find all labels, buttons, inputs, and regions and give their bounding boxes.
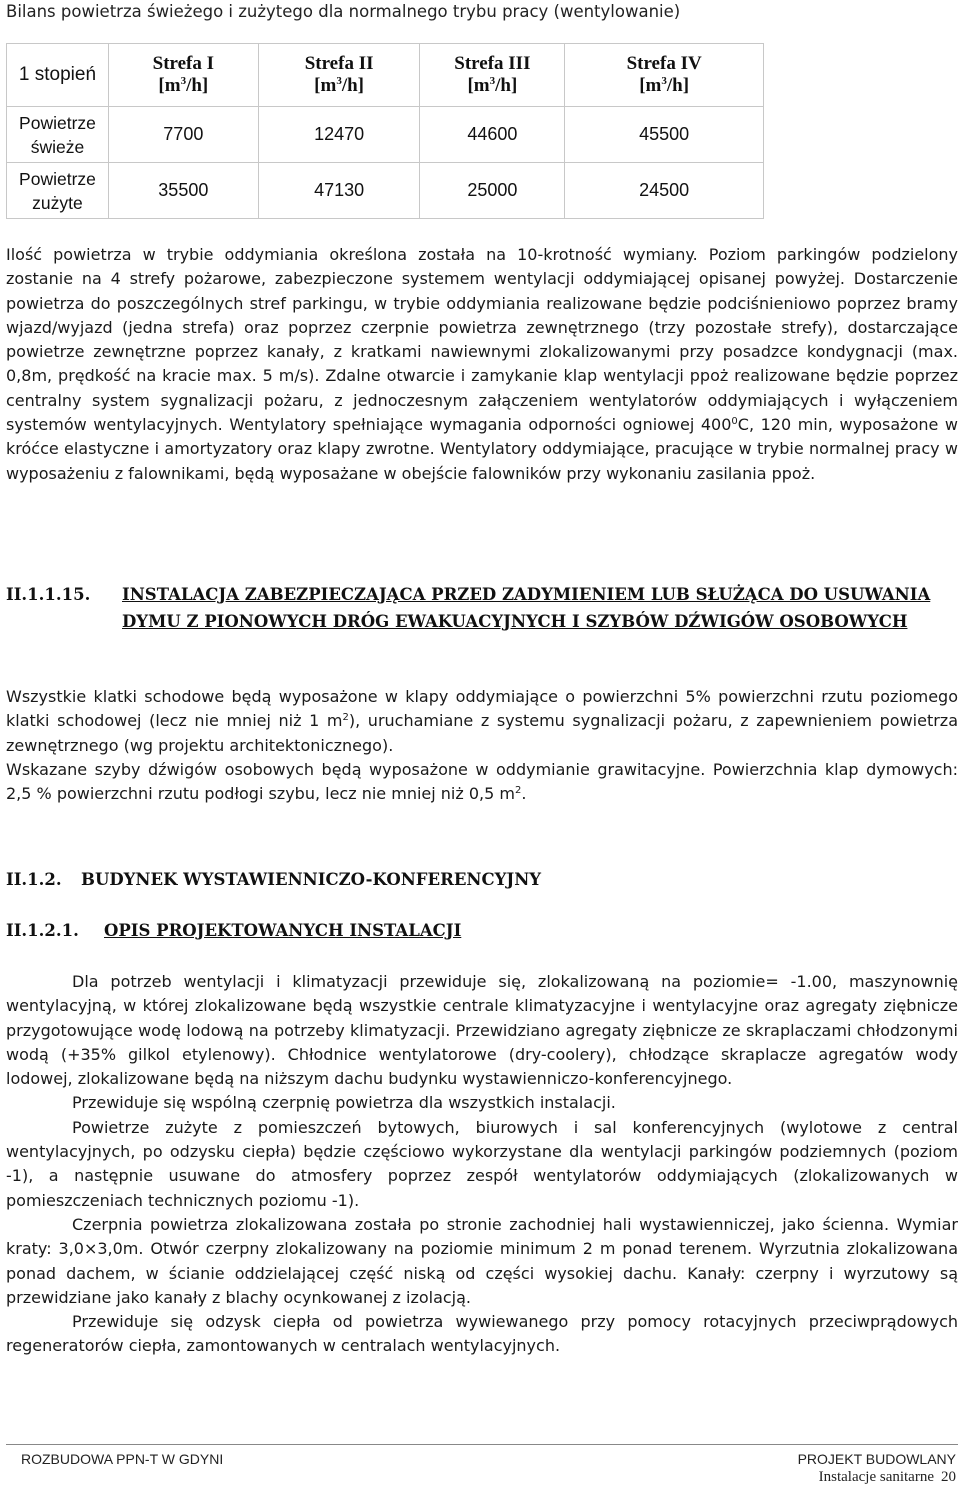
zone-name: Strefa IV [626,53,702,74]
table-cell: 25000 [420,163,565,219]
footer-section: Instalacje sanitarne [818,1469,934,1485]
table-corner-cell: 1 stopień [7,44,109,107]
page-number: 20 [941,1469,956,1485]
table-row-exhaust-air [7,163,764,219]
zone-name: Strefa I [152,53,215,74]
zone-header-1: Strefa I $[m^3/h]$ [108,44,258,107]
staircase-paragraph: Wszystkie klatki schodowe będą wyposażone w klapy oddymiające o powierzchni 5% powierzchni rzutu poziomego klatki schodowej (lecz nie mniej niż 1 $m^2$), uruchamiane z systemu sygnalizacji pożaru, z zapewnieniem powietrza zewnętrznego (wg projektu architektonicznego). Wskazane szyby dźwigów osobowych będą wyposażone w oddymianie grawitacyjne. Powierzchnia klap dymowych: 2,5 % powierzchni rzutu podłogi szybu, lecz nie mniej niż 0,5 $m^2$. [6,687,959,804]
paragraph-common-intake: Przewiduje się wspólną czerpnię powietrza dla wszystkich instalacji. [72,1093,616,1113]
section-heading-installations [6,917,958,944]
section-title: OPIS PROJEKTOWANYCH INSTALACJI [104,921,462,940]
section-number: II.1.2.1. [6,921,79,940]
section-heading-building [6,866,958,893]
table-cell: 44600 [420,107,565,163]
body-paragraphs [6,970,958,1359]
zone-header-2: Strefa II $[m^3/h]$ [258,44,420,107]
table-cell: 45500 [565,107,764,163]
table-header-row [7,44,764,107]
section-number: II.1.2. [6,870,62,889]
paragraph-heat-recovery: Przewiduje się odzysk ciepła od powietrza wywiewanego przy pomocy rotacyjnych przeciwprądowych regeneratorów ciepła, zamontowanych w centralach wentylacyjnych. [6,1312,958,1356]
row-label: Powietrze świeże [7,107,109,163]
table-cell: 35500 [108,163,258,219]
air-balance-table [6,43,764,219]
table-row-fresh-air [7,107,764,163]
footer-divider [6,1444,958,1445]
section-heading-staircase-smoke [6,581,958,662]
table-caption: Bilans powietrza świeżego i zużytego dla normalnego trybu pracy (wentylowanie) [6,2,681,21]
section-number: II.1.1.15. [6,585,91,604]
zone-header-3: Strefa III $[m^3/h]$ [420,44,565,107]
row-label: Powietrze zużyte [7,163,109,219]
section-title: INSTALACJA ZABEZPIECZAJĄCA PRZED ZADYMIENIEM LUB SŁUŻĄCA DO USUWANIA DYMU Z PIONOWYCH DRÓG EWAKUACYJNYCH I SZYBÓW DŹWIGÓW OSOBOWYCH [122,585,931,631]
table-cell: 24500 [565,163,764,219]
paragraph-air-intake: Czerpnia powietrza zlokalizowana została po stronie zachodniej hali wystawienniczej, jako ścienna. Wymiar kraty: 3,0×3,0m. Otwór czerpny zlokalizowany na poziomie minimum 2 m ponad terenem. Wyrzutnia zlokalizowana ponad dachem, w ścianie oddzielającej część niską od części wysokiej dachu. Kanały: czerpny i wyrzutowy są przewidziane jako kanały z blachy ocynkowanej z izolacją. [6,1214,958,1307]
zone-name: Strefa II [304,53,374,74]
zone-name: Strefa III [454,53,531,74]
footer-project-name: ROZBUDOWA PPN-T W GDYNI [21,1451,224,1467]
table-cell: 47130 [258,163,420,219]
zone-header-4: Strefa IV $[m^3/h]$ [565,44,764,107]
smoke-exhaust-paragraph: Ilość powietrza w trybie oddymiania określona została na 10-krotność wymiany. Poziom parkingów podzielony zostanie na 4 strefy pożarowe, zabezpieczone systemem wentylacji oddymiającej opisanej powyżej. Dostarczenie powietrza do poszczególnych stref parkingu, w trybie oddymiania realizowane będzie podciśnieniowo poprzez bramy wjazd/wyjazd (jedna strefa) oraz poprzez czerpnie powietrza zewnętrznego (trzy pozostałe strefy), dostarczające powietrze zewnętrzne poprzez kanały, z kratkami nawiewnymi zlokalizowanymi przy posadzce kondygnacji (max. 0,8m, prędkość na kracie max. 5 m/s). Zdalne otwarcie i zamykanie klap wentylacji ppoż realizowane będzie poprzez centralny system sygnalizacji pożaru, z jednoczesnym załączeniem wentylatorów oddymiających i wyłączeniem systemów wentylacyjnych. Wentylatory spełniające wymagania odporności ogniowej $400^0C$, 120 min, wyposażone w króćce elastyczne i amortyzatory oraz klapy zwrotne. Wentylatory oddymiające, pracujące w trybie normalnej pracy w wyposażeniu z falownikami, będą wyposażane w obejście falowników przy wykonaniu zasilania ppoż. [6,245,958,483]
table-cell: 7700 [108,107,258,163]
section-title: BUDYNEK WYSTAWIENNICZO-KONFERENCYJNY [81,870,542,889]
table-cell: 12470 [258,107,420,163]
paragraph-machine-room: Dla potrzeb wentylacji i klimatyzacji przewiduje się, zlokalizowaną na poziomie= -1.00, maszynownię wentylacyjną, w której zlokalizowane będą wszystkie centrale klimatyzacyjne i wentylacyjne oraz agregaty ziębnicze przygotowujące wodę lodową na potrzeby klimatyzacji. Przewidziano agregaty ziębnicze ze skraplaczami chłodzonymi wodą (+35% gilkol etylenowy). Chłodnice wentylatorowe (dry-coolery), chłodzące skraplacze agregatów wody lodowej, zlokalizowane będą na niższym dachu budynku wystawienniczo-konferencyjnego. [6,972,958,1089]
footer-project-type: PROJEKT BUDOWLANY [797,1451,956,1467]
paragraph-exhaust-air: Powietrze zużyte z pomieszczeń bytowych, biurowych i sal konferencyjnych (wylotowe z central wentylacyjnych, po odzysku ciepła) będzie częściowo wykorzystane dla wentylacji parkingów podziemnych (poziom -1), a następnie usuwane do atmosfery poprzez zespół wentylatorów oddymiających (zlokalizowanych w pomieszczeniach technicznych poziomu -1). [6,1117,958,1210]
